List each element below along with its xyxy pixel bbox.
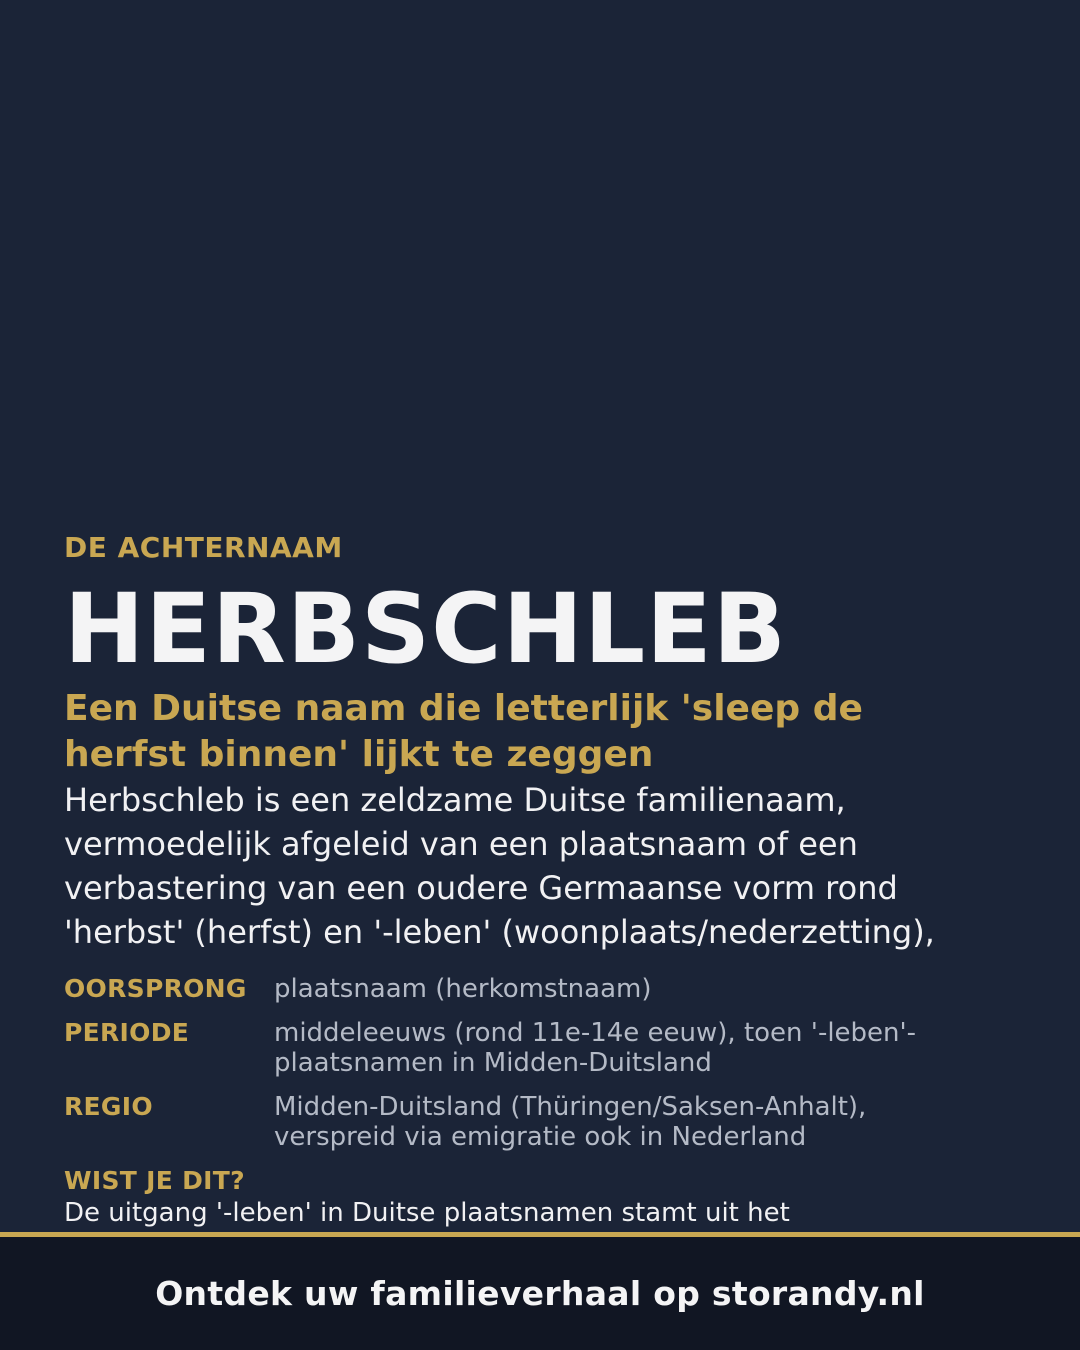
fact-region (64, 1092, 1024, 1152)
fact-label: REGIO (64, 1092, 153, 1121)
fact-label: OORSPRONG (64, 974, 247, 1003)
did-you-know-text: De uitgang '-leben' in Duitse plaatsnamen stamt uit het (64, 1198, 790, 1228)
tagline: Een Duitse naam die letterlijk 'sleep de herfst binnen' lijkt te zeggen (64, 688, 863, 775)
description: Herbschleb is een zeldzame Duitse familienaam, vermoedelijk afgeleid van een plaatsnaam of een verbastering van een oudere Germaanse vorm rond 'herbst' (herfst) en '-leben' (woonplaats/nederzetting), (64, 781, 935, 951)
fact-value: Midden-Duitsland (Thüringen/Saksen-Anhalt), verspreid via emigratie ook in Nederland (274, 1092, 867, 1152)
fact-label: PERIODE (64, 1018, 190, 1047)
fact-origin (64, 974, 1024, 1004)
eyebrow-label: DE ACHTERNAAM (64, 531, 343, 564)
fact-value: plaatsnaam (herkomstnaam) (274, 974, 652, 1004)
facts-list (64, 974, 1024, 1152)
did-you-know-label: WIST JE DIT? (64, 1166, 245, 1195)
footer-banner (0, 1232, 1080, 1350)
fact-period (64, 1018, 1024, 1078)
fact-value: middeleeuws (rond 11e-14e eeuw), toen '-leben'-plaatsnamen in Midden-Duitsland (274, 1018, 917, 1078)
footer-cta: Ontdek uw familieverhaal op storandy.nl (155, 1273, 925, 1313)
surname-card (64, 530, 1024, 1230)
surname-title: HERBSCHLEB (64, 573, 787, 685)
